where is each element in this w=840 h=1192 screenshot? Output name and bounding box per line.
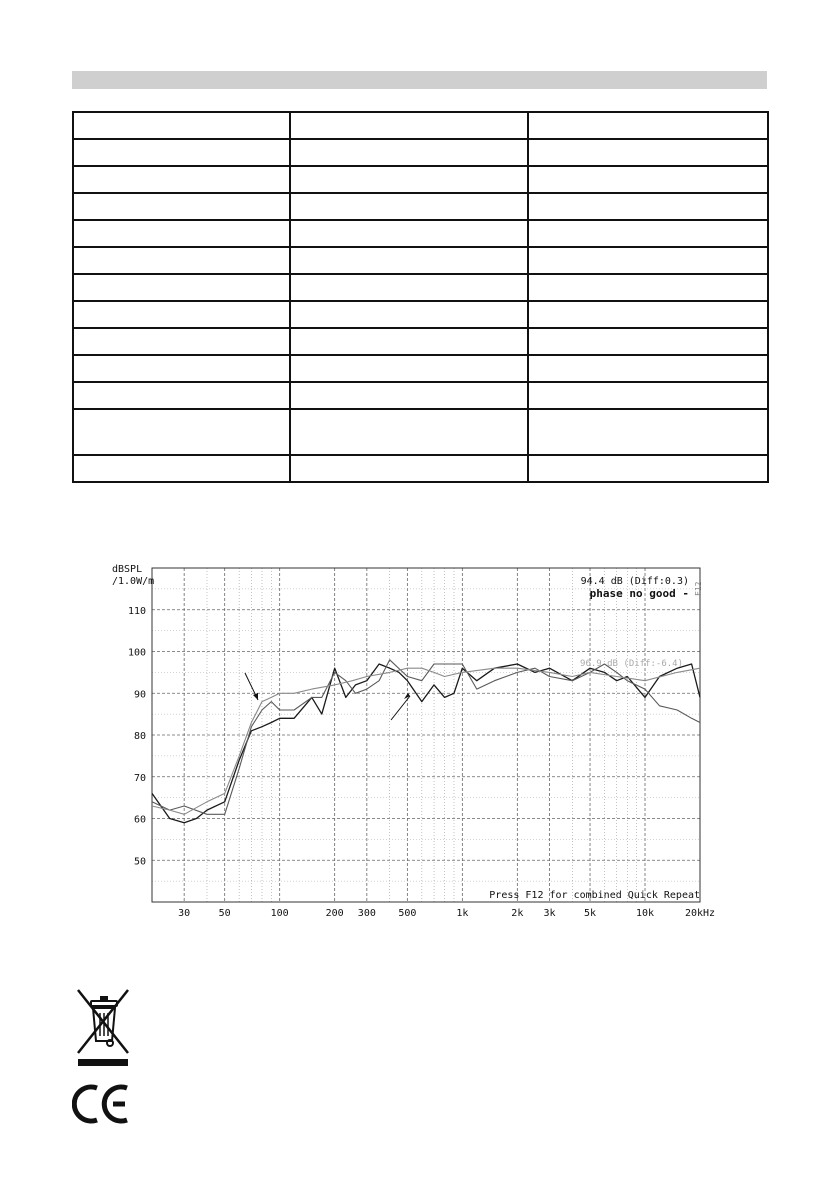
table-row <box>73 274 768 301</box>
table-cell <box>528 455 768 482</box>
annotation-bottom-note: Press F12 for combined Quick Repeat <box>489 890 700 901</box>
y-tick-label: 50 <box>133 856 146 868</box>
table-cell <box>290 247 528 274</box>
chart-series <box>152 660 700 823</box>
x-tick-label: 30 <box>178 908 191 919</box>
table-cell <box>290 166 528 193</box>
table-row <box>73 166 768 193</box>
table-cell <box>528 301 768 328</box>
table-cell <box>528 166 768 193</box>
y-axis-label-line2: /1.0W/m <box>112 576 155 587</box>
table-cell <box>73 328 290 355</box>
table-row <box>73 328 768 355</box>
pointer-arrowhead-1 <box>253 693 258 700</box>
ce-mark-icon <box>72 1082 134 1126</box>
x-tick-label: 3k <box>543 908 556 919</box>
chart-annotations <box>245 576 703 901</box>
table-row <box>73 355 768 382</box>
table-cell <box>73 247 290 274</box>
table-cell <box>290 455 528 482</box>
table-cell <box>290 301 528 328</box>
table-cell <box>73 112 290 139</box>
table-cell <box>290 328 528 355</box>
y-tick-label: 90 <box>133 689 146 701</box>
table-cell <box>73 220 290 247</box>
y-tick-label: 60 <box>133 814 146 826</box>
series-line-1 <box>152 664 700 823</box>
annotation-spl-diff: 94.4 dB (Diff:0.3) <box>580 576 689 587</box>
table-cell <box>528 274 768 301</box>
table-cell <box>290 355 528 382</box>
annotation-phase: phase no good - <box>589 587 689 600</box>
table-cell <box>73 193 290 220</box>
table-row <box>73 139 768 166</box>
table-cell <box>528 355 768 382</box>
table-row <box>73 193 768 220</box>
x-tick-label: 5k <box>584 908 597 919</box>
table-cell <box>290 193 528 220</box>
series-line-3 <box>152 668 700 814</box>
y-tick-label: 80 <box>133 731 146 742</box>
table-cell <box>528 139 768 166</box>
table-row <box>73 112 768 139</box>
y-tick-label: 110 <box>127 605 146 617</box>
table-cell <box>73 301 290 328</box>
table-cell <box>528 328 768 355</box>
table-cell <box>528 382 768 409</box>
x-tick-label: 200 <box>325 908 344 919</box>
table-row <box>73 247 768 274</box>
table-cell <box>290 220 528 247</box>
x-tick-label: 100 <box>270 908 289 919</box>
annotation-side-tag: F12 <box>694 581 703 596</box>
table-cell <box>73 382 290 409</box>
chart-axis-labels <box>112 564 715 919</box>
table-cell <box>73 455 290 482</box>
table-cell <box>73 274 290 301</box>
table-cell <box>528 112 768 139</box>
table-cell <box>73 139 290 166</box>
table-cell <box>73 355 290 382</box>
table-cell <box>290 274 528 301</box>
table-row <box>73 382 768 409</box>
x-tick-label: 500 <box>398 908 417 919</box>
x-tick-label: 300 <box>357 908 376 919</box>
annotation-faded: 96.9 dB (Diff:-6.4) <box>580 659 683 669</box>
table-cell <box>290 112 528 139</box>
table-cell <box>73 409 290 455</box>
table-cell <box>528 247 768 274</box>
table-row <box>73 220 768 247</box>
x-tick-label: 50 <box>218 908 231 919</box>
table-cell <box>528 409 768 455</box>
frequency-response-chart <box>108 560 728 930</box>
weee-crossed-bin-icon <box>72 985 134 1067</box>
table-cell <box>290 409 528 455</box>
specifications-table <box>72 111 769 483</box>
series-line-2 <box>152 660 700 815</box>
x-tick-label: 2k <box>511 908 524 919</box>
x-tick-label: 10k <box>635 908 655 919</box>
table-cell <box>290 139 528 166</box>
y-axis-label-line1: dBSPL <box>112 564 143 575</box>
chart-grid <box>152 568 700 902</box>
y-tick-label: 70 <box>133 772 146 784</box>
x-tick-label: 20kHz <box>684 908 716 919</box>
x-tick-label: 1k <box>456 908 469 919</box>
table-cell <box>73 166 290 193</box>
table-cell <box>290 382 528 409</box>
table-cell <box>528 193 768 220</box>
table-row <box>73 301 768 328</box>
section-header-bar <box>72 71 767 89</box>
table-cell <box>528 220 768 247</box>
table-row <box>73 455 768 482</box>
y-tick-label: 100 <box>127 647 146 659</box>
table-row <box>73 409 768 455</box>
